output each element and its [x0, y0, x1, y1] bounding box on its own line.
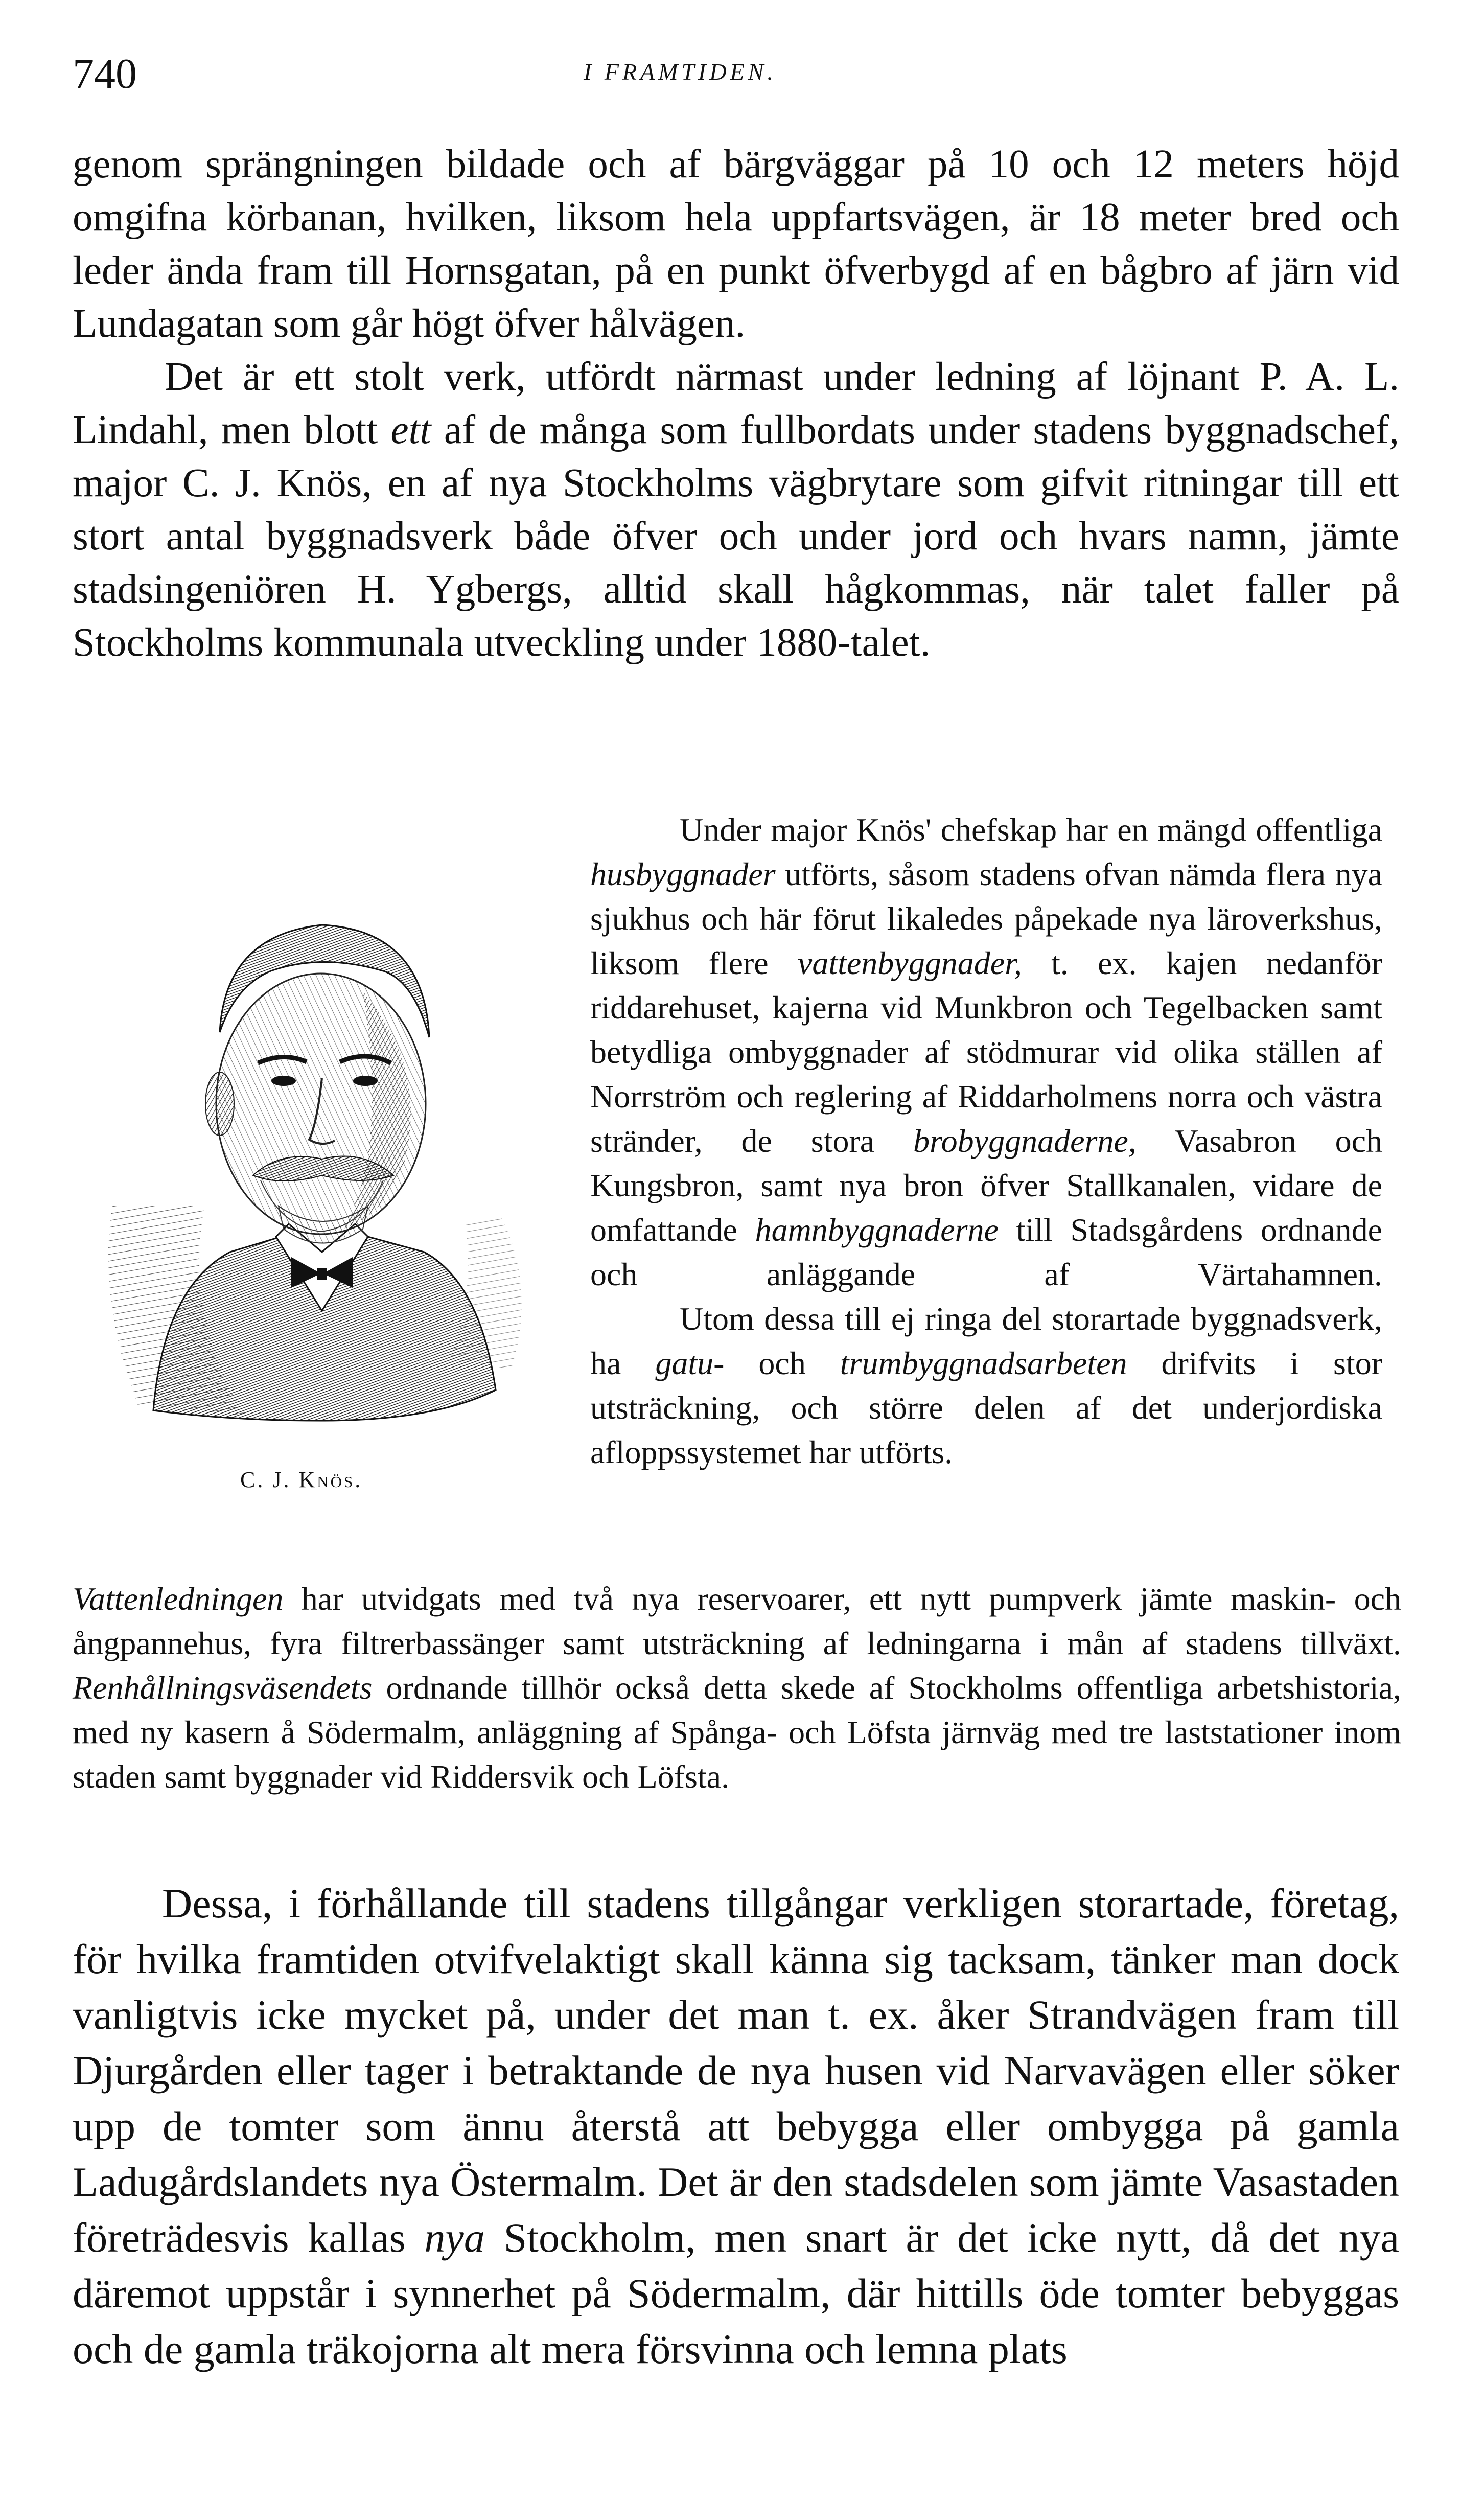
p3-text-a: Under major Knös' chefskap har en mängd offentliga: [680, 812, 1382, 848]
p3-emphasis-husbyggnader: husbyggnader: [590, 856, 776, 892]
p2-text-a: Det är ett stolt verk, utfördt närmast under ledning af löjnant P. A. L. Lindahl, men blott: [73, 355, 1399, 452]
portrait-figure: [77, 848, 567, 1513]
running-title: I FRAMTIDEN.: [584, 59, 777, 85]
paragraph-1-text: genom sprängningen bildade och af bärgväggar på 10 och 12 meters höjd omgifna körbanan, hvilken, liksom hela uppfartsvägen, är 18 meter bred och leder ända fram till Hornsgatan, på en punkt öfverbygd af en bågbro af järn vid Lundagatan som går högt öfver hålvägen.: [73, 142, 1399, 346]
p6-text-b: Stockholm, men snart är det icke nytt, då det nya däremot uppstår i synnerhet på Södermalm, där hittills öde tomter bebyggas och de gamla träkojorna alt mera försvinna och lemna plats: [73, 2214, 1400, 2372]
p2-text-b: af de många som fullbordats under stadens byggnadschef, major C. J. Knös, en af nya Stockholms vägbrytare som gifvit ritningar till ett stort antal byggnadsverk både öfver och under jord och hvars namn, jämte stadsingeniören H. Ygbergs, alltid skall hågkommas, när talet faller på Stockholms kommunala utveckling under 1880-talet.: [73, 408, 1399, 665]
p2-emphasis: ett: [390, 408, 431, 452]
p3-text-d: Vasabron och Kungsbron, samt nya bron öfver Stallkanalen, vidare de omfattande: [590, 1123, 1383, 1248]
p3-emphasis-vattenbyggnader: vattenbyggnader,: [797, 945, 1022, 981]
figure-caption: C. J. Knös.: [240, 1467, 363, 1492]
p5-emphasis-renhallning: Renhållningsväsendets: [73, 1670, 373, 1706]
p4-text-a: Utom dessa till ej ringa del storartade byggnadsverk, ha: [590, 1301, 1382, 1381]
p4-emphasis-gatu: gatu-: [655, 1345, 725, 1381]
paragraph-1: [73, 138, 1399, 351]
text-block-top: [73, 138, 1399, 669]
p3-emphasis-brobyggnaderne: brobyggnaderne,: [913, 1123, 1137, 1159]
page-header: [73, 49, 1401, 100]
paragraph-3: [590, 807, 1382, 1296]
paragraph-5: [73, 1577, 1401, 1799]
p3-text-c: t. ex. kajen nedanför riddarehuset, kajerna vid Munkbron och Tegelbacken samt betydliga ombyggnader af stödmurar vid olika ställen af Norrström och reglering af Riddarholmens norra och västra stränder, de stora: [590, 945, 1382, 1159]
engraved-portrait-icon: [77, 848, 567, 1441]
p5-text-a: har utvidgats med två nya reservoarer, ett nytt pumpverk jämte maskin- och ångpannehus, fyra filtrerbassänger samt utsträckning af ledningarna i mån af stadens tillväxt.: [73, 1581, 1401, 1661]
paragraph-6: [73, 1875, 1399, 2377]
text-block-bottom: [73, 1875, 1399, 2377]
text-block-full-width-small: [73, 1577, 1401, 1799]
text-column-beside-portrait: [590, 807, 1382, 1474]
paragraph-4: [590, 1296, 1382, 1474]
p6-emphasis-nya: nya: [424, 2214, 485, 2261]
page-number: 740: [73, 50, 137, 98]
p4-text-b: och: [724, 1345, 840, 1381]
paragraph-2: [73, 351, 1399, 669]
p3-emphasis-hamnbyggnaderne: hamnbyggnaderne: [755, 1212, 999, 1248]
p4-emphasis-trumbyggnadsarbeten: trumbyggnadsarbeten: [840, 1345, 1127, 1381]
p5-text-b: ordnande tillhör också detta skede af Stockholms offentliga arbetshistoria, med ny kasern å Södermalm, anläggning af Spånga- och Löfsta järnväg med tre laststationer inom staden samt byggnader vid Riddersvik och Löfsta.: [73, 1670, 1401, 1795]
p6-text-a: Dessa, i förhållande till stadens tillgångar verkligen storartade, företag, för hvilka framtiden otvifvelaktigt skall känna sig tacksam, tänker man dock vanligtvis icke mycket på, under det man t. ex. åker Strandvägen fram till Djurgården eller tager i betraktande de nya husen vid Narvavägen eller söker upp de tomter som ännu återstå att bebygga eller ombygga på gamla Ladugårdslandets nya Östermalm. Det är den stadsdelen som jämte Vasastaden företrädesvis kallas: [73, 1880, 1399, 2261]
p5-emphasis-vattenledningen: Vattenledningen: [73, 1581, 284, 1617]
p4-text-c: drifvits i stor utsträckning, och större delen af det underjordiska afloppssystemet har utförts.: [590, 1345, 1382, 1470]
p3-text-e: till Stadsgårdens ordnande och anläggande af Värtahamnen.: [590, 1212, 1382, 1292]
p3-text-b: utförts, såsom stadens ofvan nämda flera nya sjukhus och här förut likaledes påpekade nya läroverkshus, liksom flere: [590, 856, 1382, 981]
